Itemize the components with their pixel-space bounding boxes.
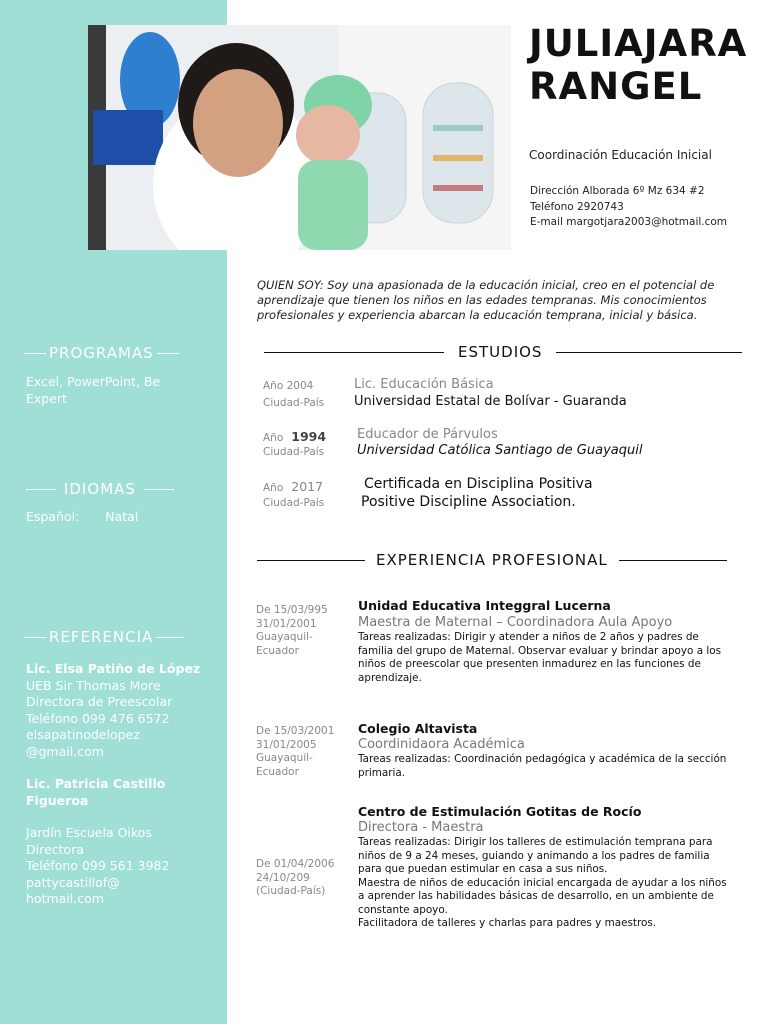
idioma-level: Natal: [105, 509, 139, 524]
exp-date-end: 24/10/209: [256, 871, 310, 884]
exp-dates: [256, 604, 328, 658]
exp-role: Maestra de Maternal – Coordinadora Aula Apoyo: [358, 615, 673, 630]
idioma-label: Español:: [26, 509, 80, 524]
divider: [257, 560, 365, 561]
exp-place: Ecuador: [256, 765, 299, 778]
referencia-heading: [24, 628, 184, 646]
reference-line: Teléfono 099 561 3982: [26, 858, 170, 873]
idiomas-title: IDIOMAS: [64, 480, 136, 498]
reference-1: [26, 661, 221, 760]
reference-line: Directora de Preescolar: [26, 694, 173, 709]
divider: [556, 352, 742, 353]
phone-text: Teléfono 2920743: [530, 200, 624, 213]
edu-year: [263, 429, 326, 444]
about-paragraph: QUIEN SOY: Soy una apasionada de la educación inicial, creo en el potencial de aprendizaje que tienen los niños en las edades tempranas. Mis conocimientos profesionales y experiencia abarcan la educación temprana, inicial y básica.: [257, 278, 715, 322]
idiomas-heading: [26, 480, 174, 498]
exp-place: Guayaquil-: [256, 631, 313, 643]
exp-role: Directora - Maestra: [358, 820, 484, 835]
programas-text: Excel, PowerPoint, Be Expert: [26, 374, 161, 406]
edu-year-value: 1994: [291, 429, 327, 444]
exp-company: Unidad Educativa Integgral Lucerna: [358, 598, 611, 613]
divider: [156, 637, 184, 638]
idioma-row: [26, 509, 138, 526]
address-text: Dirección Alborada 6º Mz 634 #2: [530, 185, 705, 197]
edu-location: Ciudad-País: [263, 397, 325, 409]
divider: [619, 560, 727, 561]
edu-year: Año 2004: [263, 380, 314, 392]
programas-heading: [24, 344, 179, 362]
exp-date-end: 31/01/2005: [256, 738, 317, 751]
exp-dates: [256, 858, 334, 899]
divider: [157, 353, 179, 354]
exp-role: Coordinidaora Académica: [358, 737, 525, 752]
exp-desc-line: Facilitadora de talleres y charlas para padres y maestros.: [358, 917, 657, 929]
exp-description: Tareas realizadas: Dirigir y atender a niños de 2 años y padres de familia del grupo de Maternal. Observar evaluar y brindar apoyo a los niños de preescolar que presenten inmadurez en las funciones de aprendizaje.: [358, 631, 722, 684]
reference-name: Lic. Patricia Castillo Figueroa: [26, 776, 166, 808]
contact-block: [530, 184, 727, 231]
name-line1: JULIAJARA: [529, 22, 748, 65]
edu-year-prefix: Año: [263, 482, 284, 494]
edu-year: [263, 479, 323, 494]
exp-description: Tareas realizadas: Coordinación pedagógica y académica de la sección primaria.: [358, 753, 727, 779]
estudios-heading: [264, 343, 742, 361]
reference-name: Lic. Elsa Patiño de López: [26, 661, 201, 676]
profile-photo-illustration: [88, 25, 511, 250]
edu-title: Lic. Educación Básica: [354, 377, 494, 392]
exp-desc-line: Tareas realizadas: Dirigir los talleres de estimulación temprana para niños de 9 a 24 meses, guiando y animando a los padres de familia para que puedan estimular en casa a sus niños.: [358, 836, 713, 875]
job-title: Coordinación Educación Inicial: [529, 148, 712, 162]
exp-description: [358, 836, 730, 931]
exp-date-start: De 01/04/2006: [256, 858, 335, 870]
divider: [264, 352, 444, 353]
exp-desc-line: Maestra de niños de educación inicial encargada de ayudar a los niños a aprender las habilidades básicas de desarrollo, en un ambiente de constante apoyo.: [358, 876, 727, 916]
programas-title: PROGRAMAS: [49, 344, 154, 362]
exp-company: Colegio Altavista: [358, 721, 478, 736]
experiencia-title: EXPERIENCIA PROFESIONAL: [376, 551, 608, 569]
reference-2: [26, 776, 176, 908]
exp-date-start: De 15/03/995: [256, 604, 328, 616]
candidate-name: [529, 22, 747, 108]
email-text: E-mail margotjara2003@hotmail.com: [530, 216, 728, 228]
exp-date-start: De 15/03/2001: [256, 725, 335, 737]
reference-line: Jardín Escuela Oikos: [26, 825, 152, 840]
reference-line: @gmail.com: [26, 743, 104, 759]
divider: [24, 353, 46, 354]
exp-place: Ecuador: [256, 644, 299, 657]
exp-place: (Ciudad-País): [256, 885, 326, 897]
name-line2: RANGEL: [529, 65, 703, 108]
experiencia-heading: [257, 551, 727, 569]
edu-location: Ciudad-País: [263, 446, 325, 458]
referencia-title: REFERENCIA: [49, 628, 154, 646]
exp-dates: [256, 725, 334, 779]
reference-line: Teléfono 099 476 6572: [26, 710, 170, 726]
reference-line: Directora: [26, 841, 84, 857]
divider: [26, 489, 56, 490]
edu-institution: Universidad Católica Santiago de Guayaquil: [357, 443, 643, 458]
divider: [144, 489, 174, 490]
reference-line: elsapatinodelopez: [26, 727, 140, 742]
reference-line: hotmail.com: [26, 891, 104, 906]
edu-title: Certificada en Disciplina Positiva: [364, 476, 593, 492]
exp-place: Guayaquil-: [256, 752, 313, 764]
reference-line: UEB Sir Thomas More: [26, 677, 161, 693]
exp-date-end: 31/01/2001: [256, 617, 317, 630]
estudios-title: ESTUDIOS: [458, 343, 543, 361]
edu-institution: Universidad Estatal de Bolívar - Guaranda: [354, 394, 627, 409]
edu-location: Ciudad-País: [263, 497, 325, 509]
edu-title: Educador de Párvulos: [357, 427, 498, 442]
profile-photo: [88, 25, 511, 250]
edu-institution: Positive Discipline Association.: [361, 494, 576, 510]
edu-year-prefix: Año: [263, 432, 284, 444]
exp-company: Centro de Estimulación Gotitas de Rocío: [358, 804, 642, 819]
reference-line: pattycastillof@: [26, 874, 120, 890]
divider: [24, 637, 46, 638]
edu-year-value: 2017: [291, 479, 324, 494]
